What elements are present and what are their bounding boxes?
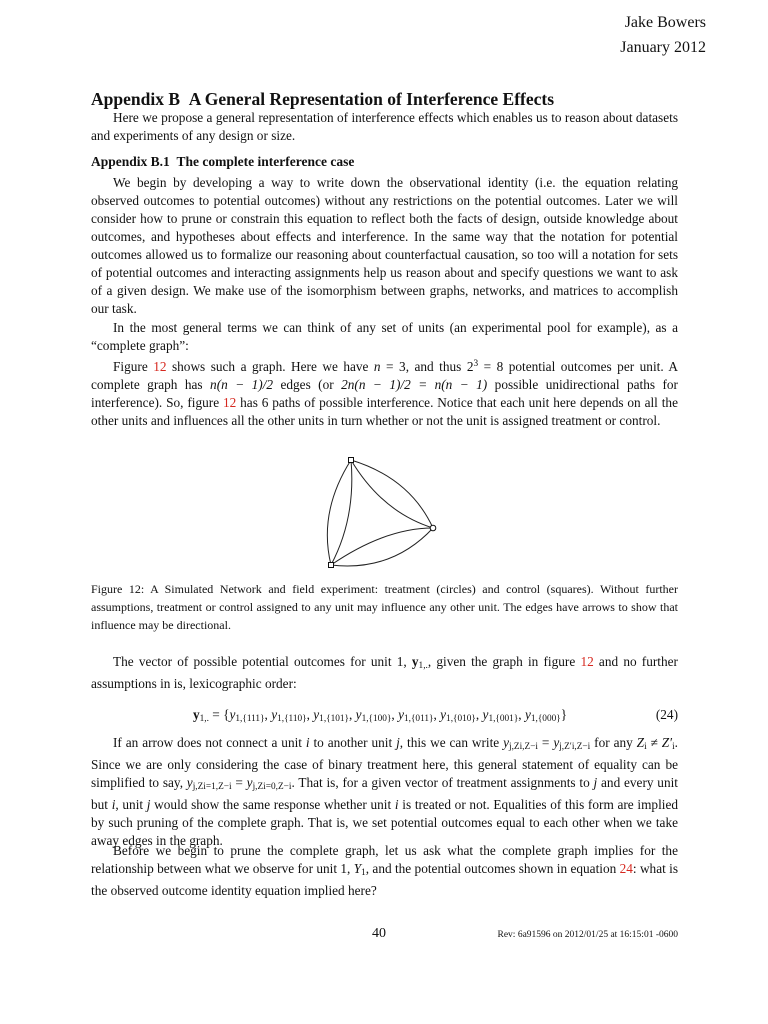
section-number: Appendix B — [91, 89, 180, 109]
section-title: A General Representation of Interference Effects — [188, 89, 555, 109]
page-number: 40 — [372, 926, 386, 941]
complete-graph-figure — [300, 450, 460, 575]
subsection-title: The complete interference case — [176, 154, 355, 169]
paragraph-1: We begin by developing a way to write down the observational identity (i.e. the equation relating observed outcomes to potential outcomes) without any restrictions on the potential outcomes. Later we will consider how to prune or constrain this equation to reflect both the facts of design, outside knowledge about outcomes, and hypotheses about effects and interference. In the same way that the notation for potential outcomes allowed us to formalize our reasoning about counterfactual causation, so too will a notation for sets of potential outcomes and interacting assignments help us reason about and specify questions we want to ask of a given design. We make use of the isomorphism between graphs, networks, and matrices to accomplish our task. — [91, 175, 678, 316]
paragraph-2: In the most general terms we can think of any set of units (an experimental pool for example), as a “complete graph”: — [91, 320, 678, 353]
section-heading — [91, 89, 554, 110]
graph-node-circle — [430, 525, 436, 531]
subsection-heading — [91, 154, 354, 170]
section-intro: Here we propose a general representation of interference effects which enables us to reason about datasets and experiments of any design or size. — [91, 110, 678, 143]
paragraph-4: The vector of possible potential outcomes for unit 1, $y_{1,.}$, given the graph in figure 12 and no further assumptions in is, lexicographic order: — [91, 654, 678, 691]
figure-ref-link[interactable]: 12 — [222, 395, 237, 410]
graph-node-square — [349, 458, 354, 463]
graph-edge — [331, 460, 352, 565]
header-date: January 2012 — [620, 39, 706, 56]
subsection-number: Appendix B.1 — [91, 154, 170, 169]
figure-caption: Figure 12: A Simulated Network and field experiment: treatment (circles) and control (squares). Without further assumptions, treatment or control assigned to any unit may influence any other unit. The edges have arrows to show that influence may be directional. — [91, 582, 678, 632]
paragraph-6: Before we begin to prune the complete graph, let us ask what the complete graph implies for the relationship between what we observe for unit 1, $Y_1$, and the potential outcomes shown in equation 24: what is the observed outcome identity equation implied here? — [91, 843, 679, 898]
revision-stamp: Rev: 6a91596 on 2012/01/25 at 16:15:01 -0600 — [497, 930, 678, 940]
graph-node-square — [329, 563, 334, 568]
graph-edge — [351, 460, 433, 528]
paragraph-5: If an arrow does not connect a unit i to another unit j, this we can write $y_{j,Zi,Z-i} = y_{j,Z'i,Z-i}$ for any $Z_i \ne Z'_i$. Since we are only considering the case of binary treatment here, this general statement of equality can be simplified to say, $y_{j,Zi=1,Z-i} = y_{j,Zi=0,Z-i}$. That is, for a given vector of treatment assignments to j and every unit but i, unit j would show the same response whether unit i is treated or not. Equalities of this form are implied by such pruning of the complete graph. That is, we set potential outcomes equal to each other when we take away edges in the graph. — [91, 735, 679, 848]
header-author: Jake Bowers — [624, 14, 706, 31]
figure-ref-link[interactable]: 12 — [580, 654, 594, 669]
figure-ref-link[interactable]: 12 — [153, 359, 167, 374]
equation-number: (24) — [655, 707, 678, 722]
graph-edge — [351, 460, 433, 528]
graph-edge — [331, 528, 433, 565]
graph-edge — [327, 460, 351, 565]
graph-edge — [331, 528, 433, 566]
paragraph-3: Figure 12 shows such a graph. Here we have n = 3, and thus $2^3 = 8$ potential outcomes per unit. A complete graph has n(n − 1)/2 edges (or 2n(n − 1)/2 = n(n − 1) possible unidirectional paths for interference). So, figure 12 has 6 paths of possible interference. Notice that each unit here depends on all the other units and influences all the other units in turn whether or not the unit is assigned treatment or control. — [91, 359, 679, 428]
equation-24: $y_{1,.} = \{y_{1,\{111\}}$, $y_{1,\{110\}}$, $y_{1,\{101\}}$, $y_{1,\{100\}}$, $y_{1,\{011\}}$, $y_{1,\{010\}}$, $y_{1,\{001\}}$, $y_{1,\{000\}}$} — [193, 707, 568, 724]
equation-ref-link[interactable]: 24 — [619, 861, 633, 876]
